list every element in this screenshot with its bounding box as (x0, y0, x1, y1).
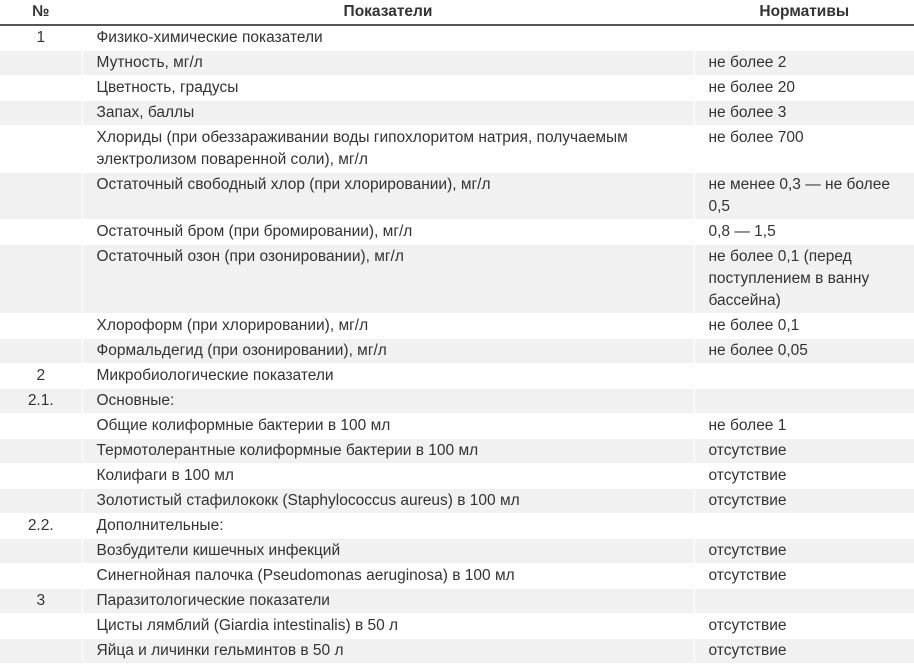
row-number (0, 639, 82, 664)
table-row (0, 101, 914, 126)
row-indicator: Общие колиформные бактерии в 100 мл (82, 414, 694, 439)
row-indicator: Цветность, градусы (82, 76, 694, 101)
row-number (0, 220, 82, 245)
row-norm: отсутствие (694, 564, 914, 589)
row-norm: не более 1 (694, 414, 914, 439)
row-norm (694, 389, 914, 414)
row-number: 2.2. (0, 514, 82, 539)
row-number: 1 (0, 25, 82, 51)
row-number (0, 339, 82, 364)
row-indicator: Мутность, мг/л (82, 51, 694, 76)
table-row (0, 539, 914, 564)
row-number (0, 126, 82, 173)
row-norm: отсутствие (694, 614, 914, 639)
row-norm: не более 0,1 (694, 314, 914, 339)
row-norm: не более 2 (694, 51, 914, 76)
row-norm: отсутствие (694, 439, 914, 464)
row-number: 3 (0, 589, 82, 614)
row-indicator: Остаточный озон (при озонировании), мг/л (82, 245, 694, 314)
row-number (0, 314, 82, 339)
row-indicator: Дополнительные: (82, 514, 694, 539)
row-indicator: Колифаги в 100 мл (82, 464, 694, 489)
table-row (0, 564, 914, 589)
row-indicator: Термотолерантные колиформные бактерии в 100 мл (82, 439, 694, 464)
row-norm: не более 20 (694, 76, 914, 101)
row-indicator: Микробиологические показатели (82, 364, 694, 389)
header-norm: Нормативы (694, 0, 914, 25)
table-row (0, 514, 914, 539)
row-norm: не более 3 (694, 101, 914, 126)
row-number (0, 101, 82, 126)
row-indicator: Основные: (82, 389, 694, 414)
row-number (0, 539, 82, 564)
row-number (0, 173, 82, 220)
table-row (0, 364, 914, 389)
row-indicator: Физико-химические показатели (82, 25, 694, 51)
table-row (0, 220, 914, 245)
row-number: 2.1. (0, 389, 82, 414)
row-indicator: Формальдегид (при озонировании), мг/л (82, 339, 694, 364)
table-row (0, 25, 914, 51)
row-norm: отсутствие (694, 489, 914, 514)
table-row (0, 489, 914, 514)
row-norm: отсутствие (694, 464, 914, 489)
row-norm: отсутствие (694, 639, 914, 664)
row-norm (694, 514, 914, 539)
row-number: 2 (0, 364, 82, 389)
row-norm (694, 25, 914, 51)
row-number (0, 614, 82, 639)
table-body (0, 25, 914, 664)
row-indicator: Остаточный бром (при бромировании), мг/л (82, 220, 694, 245)
row-indicator: Цисты лямблий (Giardia intestinalis) в 50 л (82, 614, 694, 639)
row-norm: не более 0,05 (694, 339, 914, 364)
row-number (0, 464, 82, 489)
row-indicator: Синегнойная палочка (Pseudomonas aeruginosa) в 100 мл (82, 564, 694, 589)
row-norm: отсутствие (694, 539, 914, 564)
table-row (0, 614, 914, 639)
row-number (0, 564, 82, 589)
row-norm: не менее 0,3 — не более 0,5 (694, 173, 914, 220)
table-row (0, 589, 914, 614)
row-number (0, 414, 82, 439)
row-norm: 0,8 — 1,5 (694, 220, 914, 245)
row-indicator: Хлориды (при обеззараживании воды гипохлоритом натрия, получаемым электролизом поваренной соли), мг/л (82, 126, 694, 173)
row-indicator: Возбудители кишечных инфекций (82, 539, 694, 564)
row-number (0, 439, 82, 464)
table-row (0, 439, 914, 464)
row-indicator: Паразитологические показатели (82, 589, 694, 614)
table-row (0, 464, 914, 489)
row-indicator: Золотистый стафилококк (Staphylococcus aureus) в 100 мл (82, 489, 694, 514)
table-row (0, 414, 914, 439)
row-number (0, 76, 82, 101)
row-indicator: Хлороформ (при хлорировании), мг/л (82, 314, 694, 339)
table-row (0, 389, 914, 414)
table-row (0, 51, 914, 76)
table-row (0, 639, 914, 664)
table-row (0, 314, 914, 339)
table-row (0, 339, 914, 364)
row-indicator: Запах, баллы (82, 101, 694, 126)
row-norm (694, 589, 914, 614)
header-indicator: Показатели (82, 0, 694, 25)
table-row (0, 173, 914, 220)
table-header-row (0, 0, 914, 25)
row-number (0, 245, 82, 314)
table-row (0, 126, 914, 173)
header-num: № (0, 0, 82, 25)
row-norm (694, 364, 914, 389)
row-indicator: Яйца и личинки гельминтов в 50 л (82, 639, 694, 664)
row-norm: не более 700 (694, 126, 914, 173)
row-indicator: Остаточный свободный хлор (при хлорировании), мг/л (82, 173, 694, 220)
table-row (0, 76, 914, 101)
row-number (0, 51, 82, 76)
table-row (0, 245, 914, 314)
row-number (0, 489, 82, 514)
row-norm: не более 0,1 (перед поступлением в ванну бассейна) (694, 245, 914, 314)
